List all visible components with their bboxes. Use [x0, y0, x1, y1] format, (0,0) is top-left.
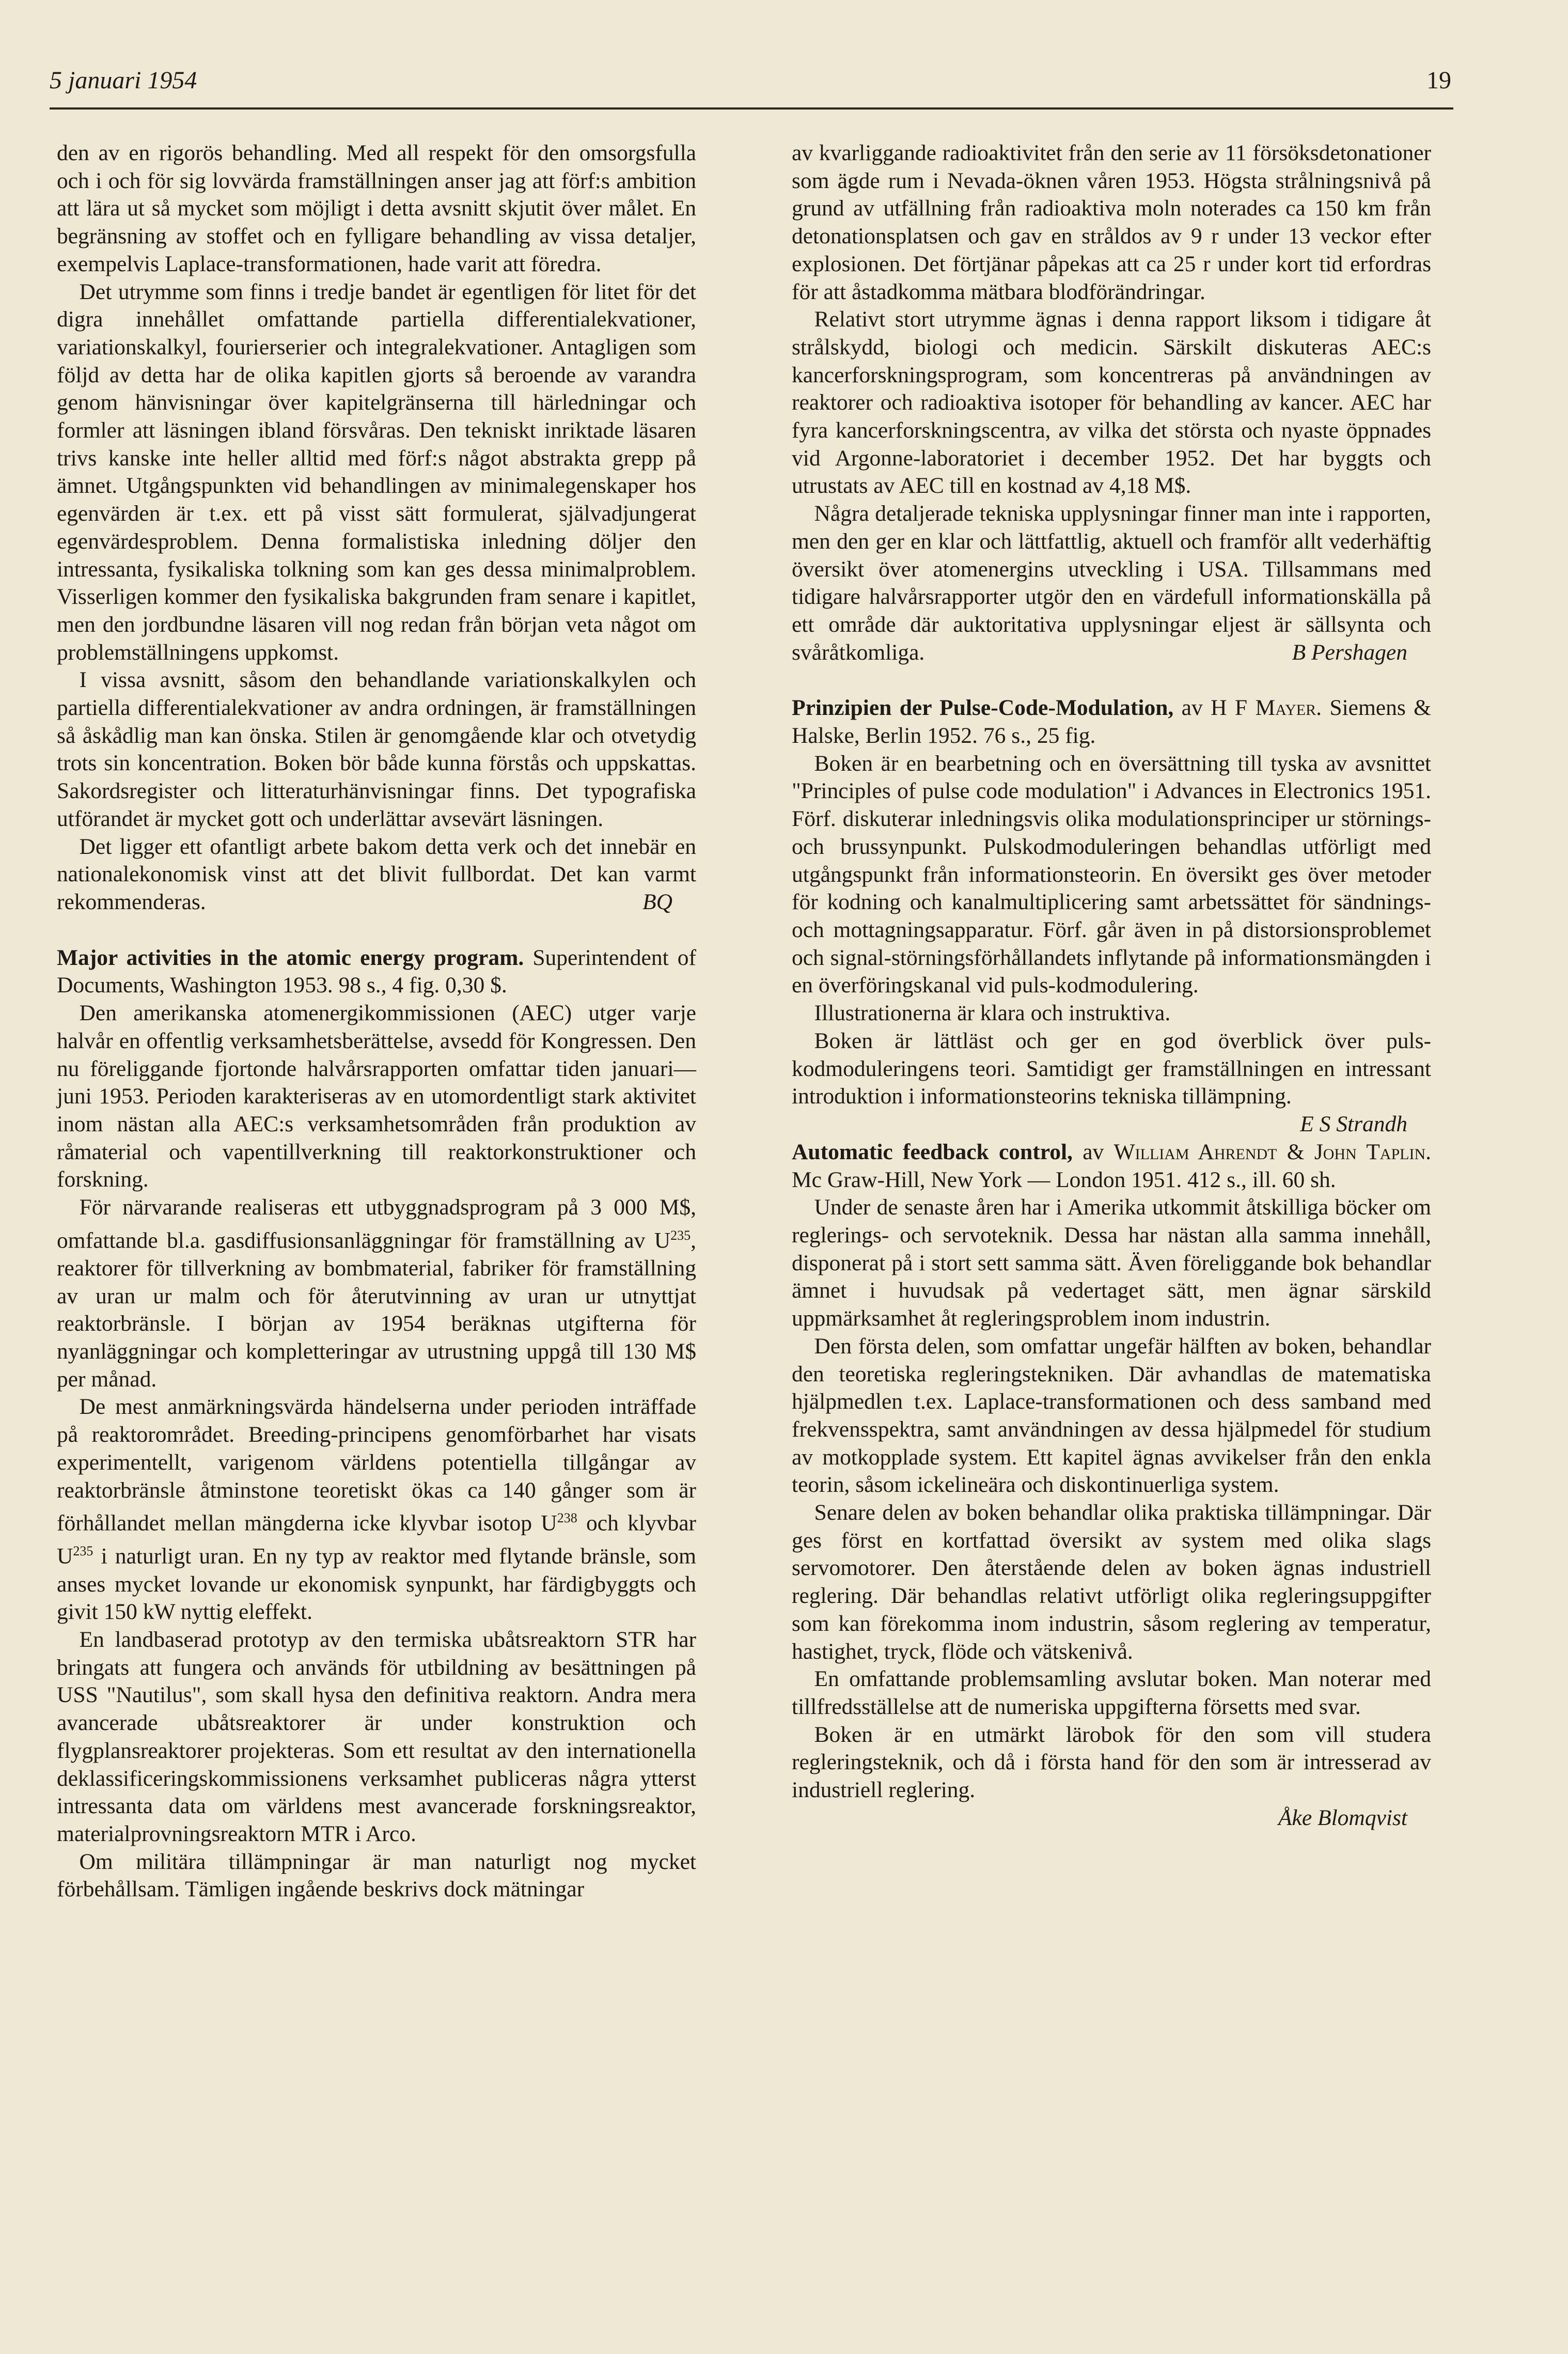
paragraph: [57, 1194, 696, 1393]
text-run: , reaktorer för tillverkning av bombmaterial, fabriker för framställning av uran ur malm och för återutvinning av uran ur utnyttjat reaktorbränsle. I början av 1954 beräknas utgifterna för nyanläggningar och kompletteringar av utrustning uppgå till 130 M$ per månad.: [57, 1228, 696, 1392]
paragraph: [57, 833, 696, 916]
text-run: För närvarande realiseras ett utbyggnadsprogram på 3 000 M$, omfattande bl.a. gasdiffusionsanläggningar för framställning av U: [57, 1195, 696, 1253]
isotope-superscript: 235: [73, 1544, 93, 1559]
paragraph: Den amerikanska atomenergikommissionen (AEC) utger varje halvår en offentlig verksamhetsberättelse, avsedd för Kongressen. Den nu föreliggande fjortonde halvårsrapporten omfattar tiden januari—juni 1953. Perioden karakteriseras av en utomordentligt stark aktivitet inom nästan alla AEC:s verksamhetsområden från produktion av råmaterial och vapentillverkning till reaktorkonstruktioner och forskning.: [57, 1001, 696, 1192]
review-heading: [792, 694, 1431, 750]
paragraph: Den första delen, som omfattar ungefär hälften av boken, behandlar den teoretiska regleringstekniken. Där avhandlas de matematiska hjälpmedlen t.ex. Laplace-transformationen och dess samband med frekvensspektra, samt användningen av dessa hjälpmedel för studium av motkopplade system. Ett kapitel ägnas avvikelser från den enkla teorin, såsom ickelineära och diskontinuerliga system.: [792, 1333, 1431, 1498]
text-run: och klyvbar U: [57, 1510, 696, 1569]
paragraph: Det utrymme som finns i tredje bandet är egentligen för litet för det digra innehållet omfattande partiella differentialekvationer, variationskalkyl, fourierserier och integralekvationer. Antagligen som följd av detta har de olika kapitlen gjorts så beroende av varandra genom hänvisningar över kapitelgränserna till härledningar och formler att läsningen ibland försvåras. Den tekniskt inriktade läsaren trivs kanske inte heller alltid med förf:s något abstrakta grepp på ämnet. Utgångspunkten vid behandlingen av minimalegenskaper hos egenvärden är t.ex. ett på visst sätt formulerat, självadjungerat egenvärdesproblem. Denna formalistiska inledning döljer den intressanta, fysikaliska tolkning som kan ges dessa minimalproblem. Visserligen kommer den fysikaliska bakgrunden fram senare i kapitlet, men den jordbundne läsaren vill nog redan från början veta något om problemställningens uppkomst.: [57, 279, 696, 665]
paragraph: En omfattande problemsamling avslutar boken. Man noterar med tillfredsställelse att de numeriska uppgifterna försetts med svar.: [792, 1666, 1431, 1719]
book-publication: . Siemens & Halske, Berlin 1952. 76 s., 25 fig.: [792, 695, 1432, 749]
review-heading: [792, 1139, 1431, 1194]
paragraph: [792, 500, 1431, 666]
reviewer-signature: BQ: [642, 889, 672, 914]
text-run: av: [1072, 1139, 1114, 1164]
paragraph: Under de senaste åren har i Amerika utkommit åtskilliga böcker om reglerings- och servoteknik. Dessa har nästan alla samma innehåll, disponerat på i stort sett samma sätt. Även föreliggande bok behandlar ämnet i huvudsak på vedertaget sätt, men ägnar särskild uppmärksamhet åt regleringsproblem inom industrin.: [792, 1195, 1431, 1331]
paragraph: Illustrationerna är klara och instruktiva.: [814, 1001, 1171, 1026]
paragraph: Senare delen av boken behandlar olika praktiska tillämpningar. Där ges först en kortfattad översikt av system med olika slags servomotorer. Den återstående delen av boken ägnas industriell reglering. Där behandlas relativt utförligt olika regleringsuppgifter som kan förekomma inom industrin, såsom reglering av temperatur, hastighet, tryck, flöde och vätskenivå.: [792, 1500, 1431, 1664]
paragraph: [57, 1393, 696, 1626]
book-publication: Superintendent of Documents, Washington 1953. 98 s., 4 fig. 0,30 $.: [57, 945, 696, 998]
paragraph: den av en rigorös behandling. Med all respekt för den omsorgsfulla och i och för sig lovvärda framställningen anser jag att förf:s ambition att lära ut så mycket som möjligt i detta avsnitt skjutit över målet. En begränsning av stoffet och en fylligare behandling av vissa detaljer, exempelvis Laplace-transformationen, hade varit att föredra.: [57, 141, 696, 276]
paragraph: Boken är en bearbetning och en översättning till tyska av avsnittet "Principles of pulse code modulation" i Advances in Electronics 1951. Förf. diskuterar inledningsvis olika modulationsprinciper ur störnings- och brussynpunkt. Pulskodmoduleringen behandlas utförligt med utgångspunkt från informationsteorin. En översikt ges över metoder för kodning och kanalmultiplicering samt arbetssättet för sändnings- och mottagningsapparatur. Förf. går även in på distorsionsproblemet och signal-störningsförhållandets inflytande på informationsmängden i en överföringskanal vid puls-kodmodulering.: [792, 751, 1431, 998]
isotope-superscript: 238: [557, 1510, 577, 1526]
paragraph: Relativt stort utrymme ägnas i denna rapport liksom i tidigare åt strålskydd, biologi och medicin. Särskilt diskuteras AEC:s kancerforskningsprogram, som koncentreras på användningen av reaktorer och radioaktiva isotoper för behandling av kancer. AEC har fyra kancerforskningscentra, av vilka det största och nyaste öppnades vid Argonne-laboratoriet i december 1952. Det har byggts och utrustats av AEC till en kostnad av 4,18 M$.: [792, 307, 1431, 498]
text-run: i naturligt uran. En ny typ av reaktor med flytande bränsle, som anses mycket lovande ur ekonomisk synpunkt, har färdigbyggts och givit 150 kW nyttig eleffekt.: [57, 1544, 696, 1625]
left-column: [57, 139, 696, 1904]
book-author: William Ahrendt & John Taplin: [1114, 1139, 1426, 1164]
paragraph: Boken är en utmärkt lärobok för den som vill studera regleringsteknik, och då i första hand för den som är intresserad av industriell reglering.: [792, 1722, 1431, 1803]
paragraph: I vissa avsnitt, såsom den behandlande variationskalkylen och partiella differentialekvationer av andra ordningen, är framställningen så åskådlig man kan önska. Stilen är genomgående klar och otvetydig trots sin koncentration. Boken bör både kunna förstås och uppskattas. Sakordsregister och litteraturhänvisningar finns. Det typografiska utförandet är mycket gott och underlättar avsevärt läsningen.: [57, 667, 696, 831]
paragraph-text: Boken är lättläst och ger en god överblick över puls-kodmoduleringens teori. Samtidigt ger framställningen en intressant introduktion i informationsteorins tekniska tillämpning.: [792, 1028, 1431, 1109]
book-title: Automatic feedback control,: [792, 1139, 1073, 1164]
page-header: [50, 58, 1451, 110]
text-run: av: [1173, 695, 1211, 721]
reviewer-signature: Åke Blomqvist: [1278, 1805, 1407, 1830]
review-heading: [57, 944, 696, 1000]
book-publication: . Mc Graw-Hill, New York — London 1951. 412 s., ill. 60 sh.: [792, 1139, 1431, 1192]
page-number: 19: [1426, 67, 1451, 94]
paragraph: Om militära tillämpningar är man naturligt nog mycket förbehållsam. Tämligen ingående beskrivs dock mätningar: [57, 1849, 696, 1902]
reviewer-signature: E S Strandh: [1300, 1111, 1407, 1136]
paragraph: av kvarliggande radioaktivitet från den serie av 11 försöksdetonationer som ägde rum i Nevada-öknen våren 1953. Högsta strålningsnivå på grund av utfällning från radioaktiva moln noterades ca 150 km från detonationsplatsen och gav en stråldos av 9 r under 13 veckor efter explosionen. Det förtjänar påpekas att ca 25 r under kort tid erfordras för att åstadkomma mätbara blodförändringar.: [792, 141, 1431, 304]
book-title: Major activities in the atomic energy program.: [57, 945, 524, 970]
paragraph: En landbaserad prototyp av den termiska ubåtsreaktorn STR har bringats att fungera och används för utbildning av besättningen på USS "Nautilus", som skall hysa den definitiva reaktorn. Andra mera avancerade ubåtsreaktorer är under konstruktion och flygplansreaktorer projekteras. Som ett resultat av den internationella deklassificeringskommissionens verksamhet publiceras några ytterst intressanta data om världens mest avancerade forskningsreaktor, materialprovningsreaktorn MTR i Arco.: [57, 1627, 696, 1846]
isotope-superscript: 235: [670, 1227, 691, 1243]
book-title: Prinzipien der Pulse-Code-Modulation,: [792, 695, 1174, 721]
paragraph-text: Det ligger ett ofantligt arbete bakom detta verk och det innebär en nationalekonomisk vinst att det blivit fullbordat. Det kan varmt rekommenderas.: [57, 834, 696, 914]
issue-date: 5 januari 1954: [50, 67, 197, 94]
paragraph-text: Några detaljerade tekniska upplysningar finner man inte i rapporten, men den ger en klar och lättfattlig, aktuell och framför allt vederhäftig översikt över atomenergins utveckling i USA. Tillsammans med tidigare halvårsrapporter utgör den en värdefull informationskälla på ett område där auktoritativa upplysningar eljest är sällsynta och svåråtkomliga.: [792, 501, 1431, 665]
header-rule: [50, 107, 1453, 110]
reviewer-signature: B Pershagen: [1292, 640, 1407, 665]
right-column: [792, 139, 1431, 1832]
paragraph: [792, 1027, 1431, 1136]
book-author: H F Mayer: [1211, 695, 1316, 721]
text-run: De mest anmärkningsvärda händelserna under perioden inträffade på reaktorområdet. Breeding-principens genomförbarhet har visats experimentellt, varigenom världens potentiella tillgångar av reaktorbränsle åtminstone teoretiskt ökas ca 140 gånger som är förhållandet mellan mängderna icke klyvbar isotop U: [57, 1394, 696, 1536]
